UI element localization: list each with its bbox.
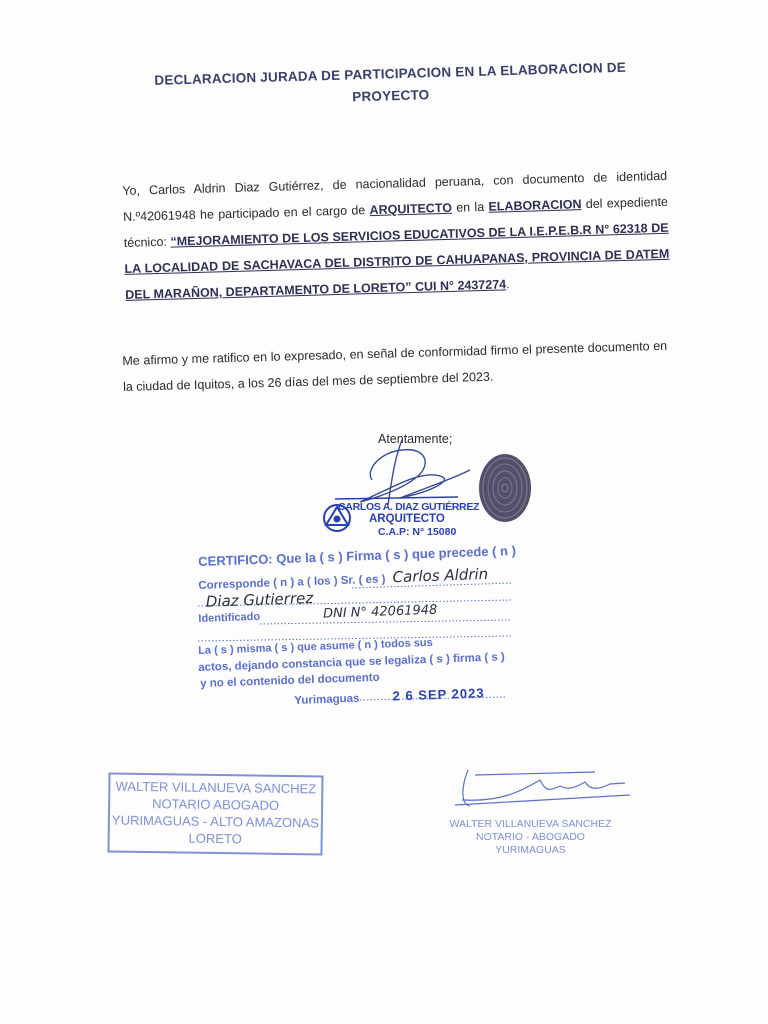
fingerprint-icon	[479, 454, 531, 522]
notary-box-line-2: NOTARIO ABOGADO	[152, 796, 280, 813]
task-text: ELABORACION	[488, 197, 582, 214]
closing-text: Atentamente;	[378, 432, 453, 446]
cert-line-4: La ( s ) misma ( s ) que asume ( n ) todos sus	[198, 636, 433, 657]
paragraph-text-c: del expediente técnico:	[123, 194, 669, 250]
notary-box-line-1: WALTER VILLANUEVA SANCHEZ	[115, 778, 317, 797]
cert-place: Yurimaguas	[294, 692, 360, 707]
cert-handwritten-first-name: Carlos Aldrin	[392, 564, 489, 587]
notary-box-stamp	[107, 773, 323, 856]
cert-corresponde: Corresponde ( n ) a ( los ) Sr. ( es )	[198, 573, 386, 592]
stamp-architect-role: ARQUITECTO	[369, 513, 445, 525]
cert-line-3	[198, 588, 438, 626]
cert-line-5: actos, dejando constancia que se legaliza ( s ) firma ( s )	[198, 651, 505, 674]
cert-handwritten-dni: DNI N° 42061948	[322, 602, 438, 622]
cert-date-stamp: 2 6 SEP 2023	[392, 685, 485, 704]
handwritten-signature	[360, 440, 470, 505]
notary-box-line-3: YURIMAGUAS - ALTO AMAZONAS	[111, 812, 319, 831]
notary-box-line-4: LORETO	[188, 830, 242, 847]
notary-signature	[455, 770, 630, 806]
title-line-1: DECLARACION JURADA DE PARTICIPACION EN LA ELABORACION DE	[154, 59, 627, 88]
stamp-line	[335, 497, 458, 499]
cert-line-6: y no el contenido del documento	[200, 671, 380, 690]
paragraph-end: .	[505, 277, 510, 292]
cert-identificado: Identificado	[198, 610, 261, 625]
paragraph-text-a: Yo, Carlos Aldrin Diaz Gutiérrez, de nacionalidad peruana, con documento de identidad N.º42061948 he participado en el cargo de	[122, 168, 668, 224]
cert-handwritten-surname: Diaz Gutierrez	[205, 588, 314, 611]
notary-sig-line-3: YURIMAGUAS	[495, 844, 566, 856]
paragraph-text-b: en la	[451, 199, 489, 215]
cert-line-1: CERTIFICO: Que la ( s ) Firma ( s ) que precede ( n )	[198, 542, 517, 569]
stamp-cap-number: C.A.P: N° 15080	[378, 526, 457, 538]
project-text: “MEJORAMIENTO DE LOS SERVICIOS EDUCATIVOS DE LA I.E.P.E.B.R N° 62318 DE LA LOCALIDAD DE SACHAVACA DEL DISTRITO DE CAHUAPANAS, PROVINCIA DE DATEM DEL MARAÑON, DEPARTAMENTO DE LORETO” CUI N° 2437274	[124, 220, 670, 302]
role-text: ARQUITECTO	[369, 200, 453, 218]
ratification-paragraph: Me afirmo y me ratifico en lo expresado, en señal de conformidad firmo el presente documento en la ciudad de Iquitos, a los 26 días del mes de septiembre del 2023.	[122, 338, 668, 394]
title-line-2: PROYECTO	[352, 87, 430, 105]
notary-certification-stamp	[196, 542, 526, 718]
notary-sig-line-2: NOTARIO - ABOGADO	[476, 831, 585, 843]
cert-line-7	[294, 685, 485, 707]
notary-sig-line-1: WALTER VILLANUEVA SANCHEZ	[449, 818, 612, 830]
stamp-architect-name: CARLOS A. DIAZ GUTIÉRREZ	[338, 501, 480, 513]
notary-signature-stamp	[448, 818, 613, 857]
